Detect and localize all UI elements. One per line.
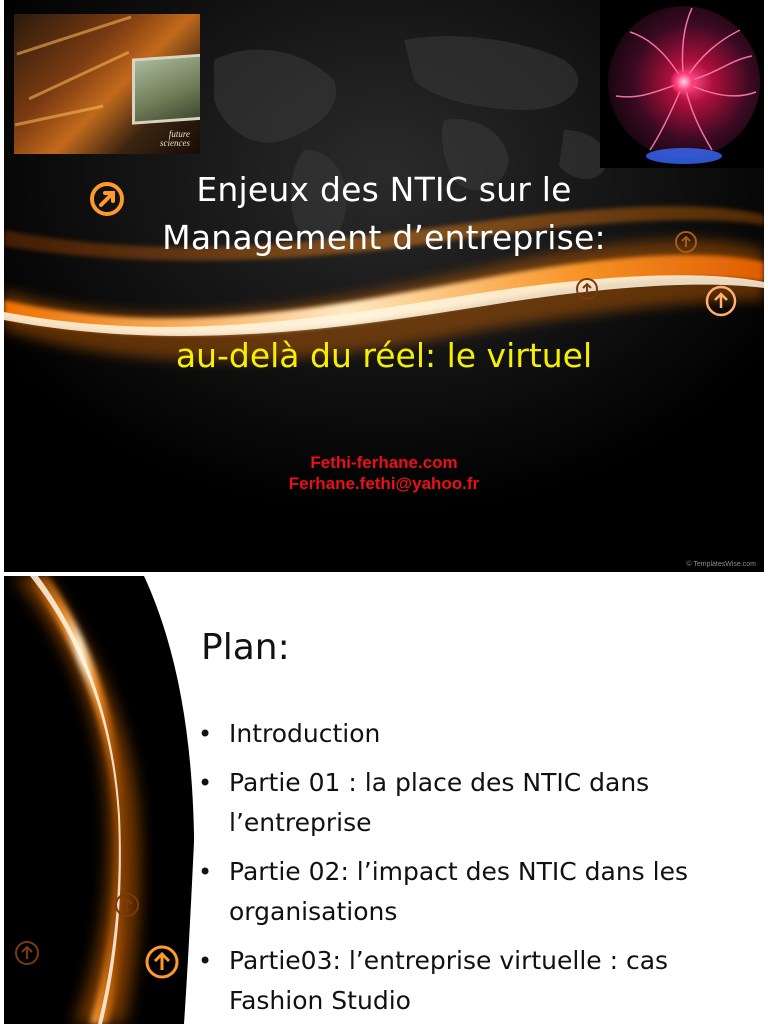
- bullet-icon: •: [198, 720, 213, 748]
- list-item: • Introduction: [196, 714, 756, 754]
- contact-info: [4, 452, 764, 494]
- slide-title: Enjeux des NTIC sur le Management d’entreprise:: [162, 170, 606, 257]
- plan-slide: [4, 576, 768, 1024]
- plan-list: [196, 714, 756, 1024]
- photo-caption: future sciences: [160, 129, 190, 148]
- email-link[interactable]: Ferhane.fethi@yahoo.fr: [288, 474, 480, 493]
- plan-title: Plan:: [201, 627, 290, 668]
- title-slide: [4, 0, 764, 572]
- plasma-ball-image: [600, 0, 764, 168]
- list-item: • Partie 01 : la place des NTIC dans l’entreprise: [196, 763, 756, 843]
- arrow-up-circle-icon: [704, 284, 738, 318]
- arrow-up-circle-icon: [575, 277, 599, 301]
- template-credit: © TemplatesWise.com: [686, 561, 756, 568]
- arrow-up-circle-icon: [144, 944, 180, 980]
- arrow-up-circle-icon: [14, 940, 40, 966]
- collage-photo: [14, 14, 200, 154]
- computer-screen-image: [132, 53, 200, 124]
- bullet-icon: •: [198, 947, 213, 975]
- arrow-up-circle-icon: [114, 892, 140, 918]
- list-item: • Partie03: l’entreprise virtuelle : cas Fashion Studio: [196, 941, 756, 1021]
- website-link[interactable]: Fethi-ferhane.com: [310, 453, 458, 472]
- bullet-icon: •: [198, 769, 213, 797]
- bullet-icon: •: [198, 858, 213, 886]
- slide-subtitle: au-delà du réel: le virtuel: [175, 336, 593, 375]
- list-item: • Partie 02: l’impact des NTIC dans les organisations: [196, 852, 756, 932]
